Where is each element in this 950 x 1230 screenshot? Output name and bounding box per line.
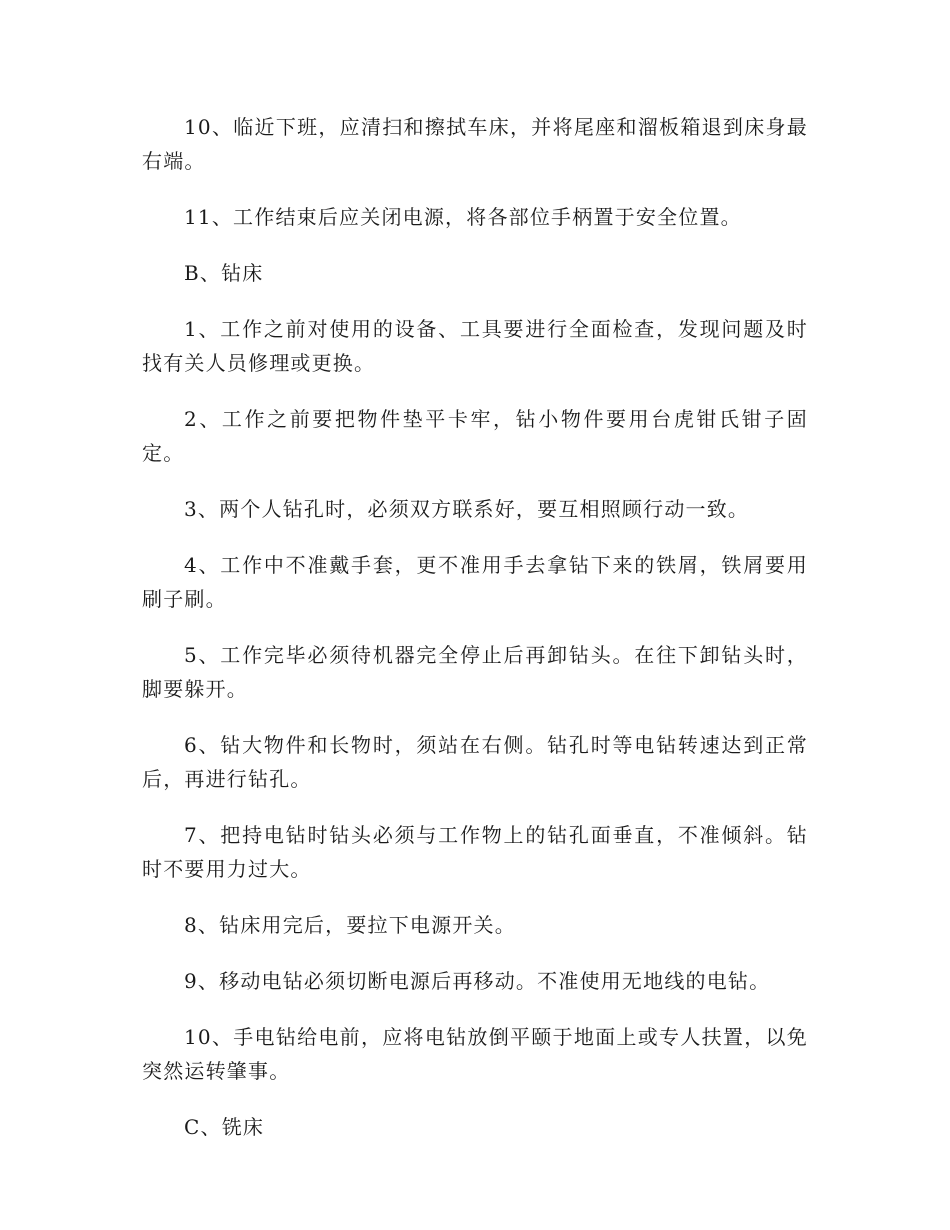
paragraph-drill-item-2: 2、工作之前要把物件垫平卡牢，钻小物件要用台虎钳氏钳子固定。	[142, 407, 808, 465]
section-heading-milling: C、铣床	[184, 1115, 265, 1139]
paragraph-drill-item-1: 1、工作之前对使用的设备、工具要进行全面检查，发现问题及时找有关人员修理或更换。	[142, 317, 808, 375]
paragraph-drill-item-5: 5、工作完毕必须待机器完全停止后再卸钻头。在往下卸钻头时，脚要躲开。	[142, 643, 808, 701]
document-body	[142, 110, 808, 1166]
paragraph-drill-item-7: 7、把持电钻时钻头必须与工作物上的钻孔面垂直，不准倾斜。钻时不要用力过大。	[142, 823, 808, 881]
paragraph-drill-item-6: 6、钻大物件和长物时，须站在右侧。钻孔时等电钻转速达到正常后，再进行钻孔。	[142, 733, 808, 791]
paragraph-drill-item-10: 10、手电钻给电前，应将电钻放倒平颐于地面上或专人扶置，以免突然运转肇事。	[142, 1025, 808, 1083]
paragraph-drill-item-4: 4、工作中不准戴手套，更不准用手去拿钻下来的铁屑，铁屑要用刷子刷。	[142, 553, 808, 611]
paragraph-drill-item-9: 9、移动电钻必须切断电源后再移动。不准使用无地线的电钻。	[184, 969, 771, 993]
paragraph-drill-item-8: 8、钻床用完后，要拉下电源开关。	[184, 913, 516, 937]
section-heading-drill: B、钻床	[184, 261, 264, 285]
paragraph-lathe-item-11: 11、工作结束后应关闭电源，将各部位手柄置于安全位置。	[184, 205, 742, 229]
paragraph-lathe-item-10: 10、临近下班，应清扫和擦拭车床，并将尾座和溜板箱退到床身最右端。	[142, 115, 808, 173]
paragraph-drill-item-3: 3、两个人钻孔时，必须双方联系好，要互相照顾行动一致。	[184, 497, 750, 521]
